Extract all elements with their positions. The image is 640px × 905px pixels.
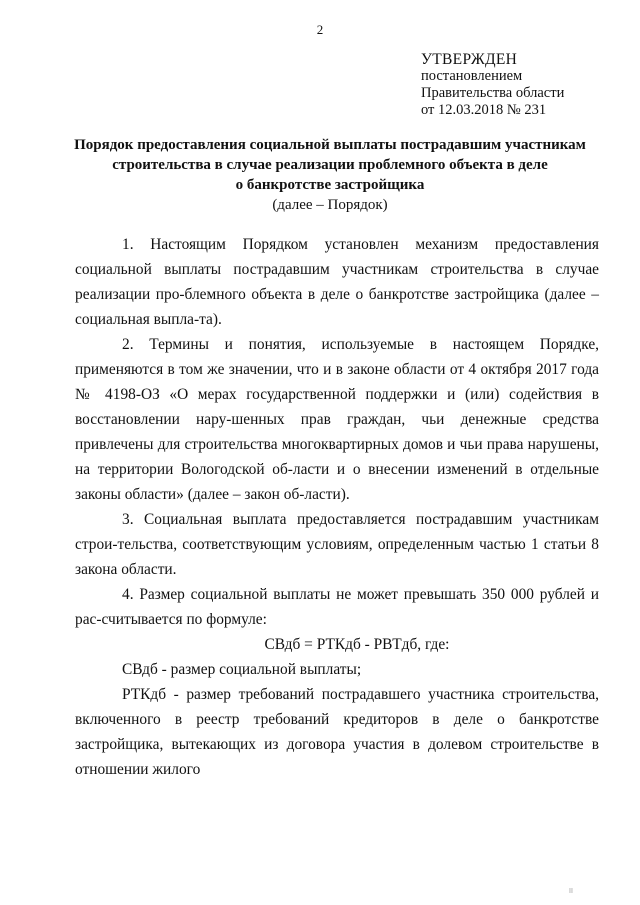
document-body xyxy=(75,232,599,782)
page-number: 2 xyxy=(316,22,324,37)
definition-1: СВдб - размер социальной выплаты; xyxy=(122,661,362,678)
approval-stamp-block xyxy=(421,51,564,119)
paragraph-3: 3. Социальная выплата предоставляется пострадавшим участникам строи-тельства, соответствующим условиям, определенным частью 1 статьи 8 закона области. xyxy=(75,511,599,578)
title-line-1: Порядок предоставления социальной выплаты пострадавшим участникам xyxy=(74,137,586,153)
approval-line-2: Правительства области xyxy=(421,85,565,101)
paragraph-1: 1. Настоящим Порядком установлен механизм предоставления социальной выплаты пострадавшим участникам строительства в случае реализации про-блемного объекта в деле о банкротстве застройщика (далее – социальная выпла-та). xyxy=(75,236,599,328)
formula: СВдб = РТКдб - РВТдб, где: xyxy=(264,636,450,653)
title-line-4: (далее – Порядок) xyxy=(272,197,388,213)
definition-2: РТКдб - размер требований пострадавшего участника строительства, включенного в реестр требований кредиторов в деле о банкротстве застройщика, вытекающих из договора участия в долевом строительстве в отношении жилого xyxy=(75,686,599,778)
title-line-3: о банкротстве застройщика xyxy=(235,177,425,193)
approval-heading: УТВЕРЖДЕН xyxy=(421,51,518,68)
title-line-2: строительства в случае реализации проблемного объекта в деле xyxy=(112,157,548,173)
approval-line-3: от 12.03.2018 № 231 xyxy=(421,102,547,118)
paragraph-4: 4. Размер социальной выплаты не может превышать 350 000 рублей и рас-считывается по формуле: xyxy=(75,586,599,628)
corner-mark: II xyxy=(569,888,573,895)
paragraph-2: 2. Термины и понятия, используемые в настоящем Порядке, применяются в том же значении, что и в законе области от 4 октября 2017 года № 4198-ОЗ «О мерах государственной поддержки и (или) содействия в восстановлении нару-шенных прав граждан, чьи денежные средства привлечены для строительства многоквартирных домов и чьи права нарушены, на территории Вологодской об-ласти и о внесении изменений в отдельные законы области» (далее – закон об-ласти). xyxy=(75,336,599,503)
document-title xyxy=(40,135,620,215)
approval-line-1: постановлением xyxy=(421,68,523,84)
